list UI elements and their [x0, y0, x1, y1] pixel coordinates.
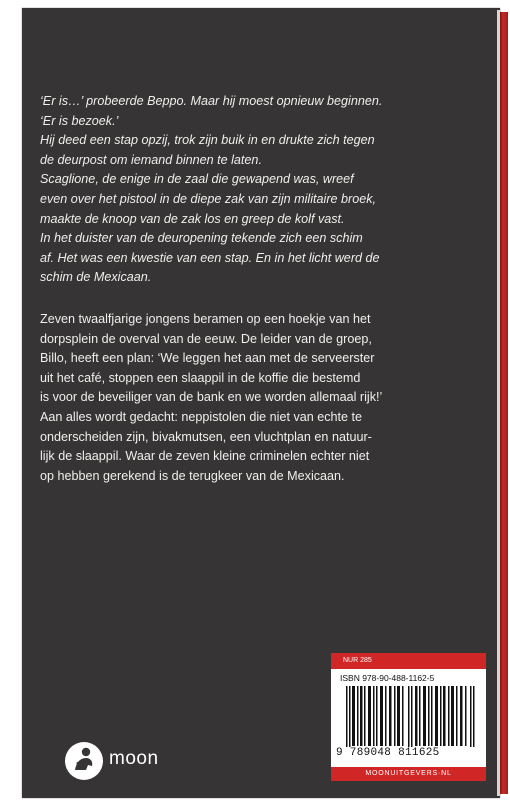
excerpt-line: schim de Mexicaan. — [40, 270, 152, 285]
isbn-label: ISBN 978-90-488-1162-5 — [340, 673, 435, 683]
blurb-line: dorpsplein de overval van de eeuw. De leider van de groep, — [40, 331, 372, 346]
excerpt-line: even over het pistool in de diepe zak van zijn militaire broek, — [40, 191, 377, 206]
excerpt-line: Hij deed een stap opzij, trok zijn buik in en drukte zich tegen — [40, 133, 375, 148]
excerpt-line: af. Het was een kwestie van een stap. En in het licht werd de — [40, 250, 380, 265]
excerpt-line: de deurpost om iemand binnen te laten. — [40, 152, 262, 167]
excerpt-text — [40, 92, 480, 288]
blurb-line: Zeven twaalfjarige jongens beramen op een hoekje van het — [40, 312, 371, 326]
excerpt-line: maakte de knoop van de zak los en greep de kolf vast. — [40, 211, 345, 226]
blurb-line: uit het café, stoppen een slaappil in de koffie die bestemd — [40, 370, 361, 385]
excerpt-line: ‘Er is…’ probeerde Beppo. Maar hij moest opnieuw beginnen. — [40, 94, 383, 108]
blurb-line: Billo, heeft een plan: ‘We leggen het aan met de serveerster — [40, 351, 375, 366]
blurb-line: op hebben gerekend is de terugkeer van de Mexicaan. — [40, 468, 345, 483]
blurb-line: Aan alles wordt gedacht: neppistolen die niet van echte te — [40, 409, 363, 424]
reading-figure-icon — [64, 741, 104, 781]
red-spine-edge — [500, 12, 508, 794]
excerpt-line: In het duister van de deuropening tekende zich een schim — [40, 231, 363, 246]
blurb-text — [40, 310, 480, 486]
barcode-bars — [346, 686, 476, 756]
excerpt-line: ‘Er is bezoek.’ — [40, 113, 119, 128]
barcode-digits: 9 789048 811625 — [336, 747, 481, 759]
blurb-line: onderscheiden zijn, bivakmutsen, een vluchtplan en natuur- — [40, 429, 372, 444]
nur-label: NUR 285 — [331, 653, 486, 669]
publisher-name: moon — [109, 748, 159, 769]
excerpt-line: Scaglione, de enige in de zaal die gewapend was, wreef — [40, 172, 354, 187]
blurb-line: lijk de slaappil. Waar de zeven kleine criminelen echter niet — [40, 449, 370, 464]
publisher-website: MOONUITGEVERS·NL — [331, 767, 486, 781]
blurb-line: is voor de beveiliger van de bank en we worden allemaal rijk!’ — [40, 390, 383, 405]
